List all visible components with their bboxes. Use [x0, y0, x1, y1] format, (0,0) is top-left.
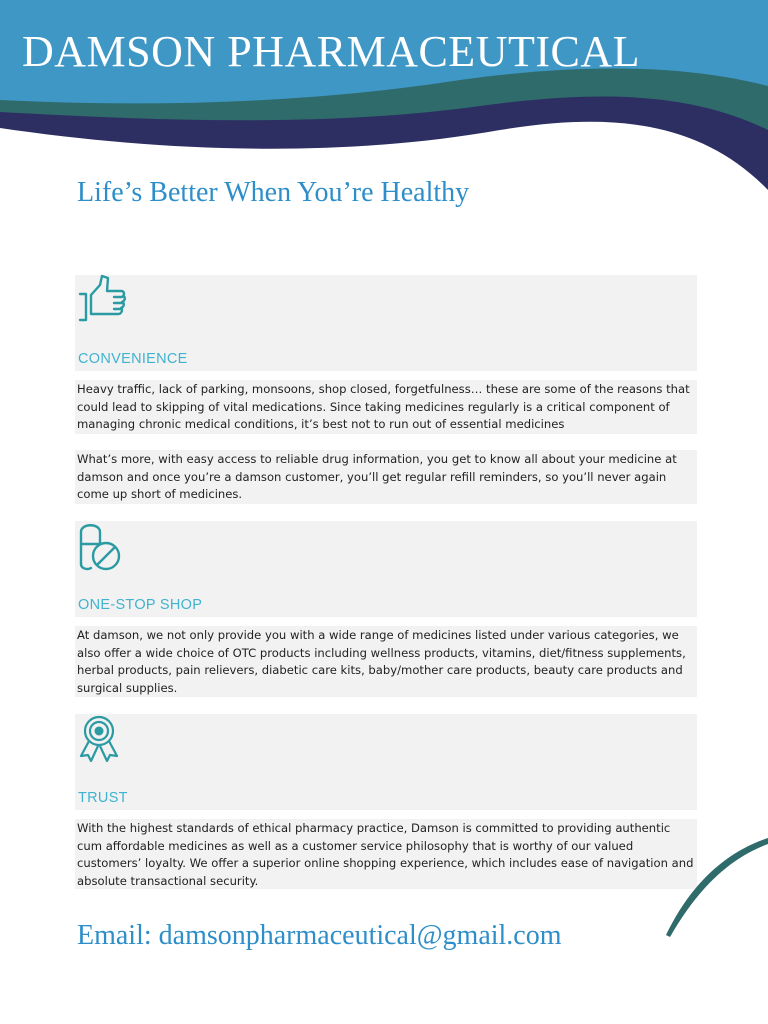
- pill-capsule-icon: [78, 520, 126, 576]
- corner-swoosh-decoration: [660, 830, 768, 940]
- convenience-paragraph-2: What’s more, with easy access to reliable drug information, you get to know all about your medicine at damson and once you’re a damson customer, you’ll get regular refill reminders, so you’ll never again come up short of medicines.: [75, 450, 697, 504]
- convenience-paragraph-1: Heavy traffic, lack of parking, monsoons, shop closed, forgetfulness… these are some of the reasons that could lead to skipping of vital medications. Since taking medicines regularly is a critical component of managing chronic medical conditions, it’s best not to run out of essential medicines: [75, 380, 697, 434]
- tagline: Life’s Better When You’re Healthy: [77, 177, 470, 208]
- contact-email[interactable]: Email: damsonpharmaceutical@gmail.com: [77, 920, 562, 951]
- section-trust-header: [75, 714, 697, 810]
- thumbs-up-icon: [78, 274, 130, 328]
- one-stop-shop-paragraph: At damson, we not only provide you with a wide range of medicines listed under various categories, we also offer a wide choice of OTC products including wellness products, vitamins, diet/fitness supplements, herbal products, pain relievers, diabetic care kits, baby/mother care products, beauty care products and surgical supplies.: [75, 626, 697, 697]
- section-heading-one-stop-shop: ONE-STOP SHOP: [78, 597, 203, 613]
- trust-paragraph: With the highest standards of ethical pharmacy practice, Damson is committed to providing authentic cum affordable medicines as well as a customer service philosophy that is worthy of our valued customers’ loyalty. We offer a superior online shopping experience, which includes ease of navigation and absolute transactional security.: [75, 819, 697, 889]
- section-heading-convenience: CONVENIENCE: [78, 351, 188, 367]
- award-ribbon-icon: [78, 714, 122, 766]
- brand-title: DAMSON PHARMACEUTICAL: [22, 27, 640, 76]
- section-heading-trust: TRUST: [78, 790, 128, 806]
- section-convenience-header: [75, 275, 697, 371]
- section-one-stop-shop-header: [75, 521, 697, 617]
